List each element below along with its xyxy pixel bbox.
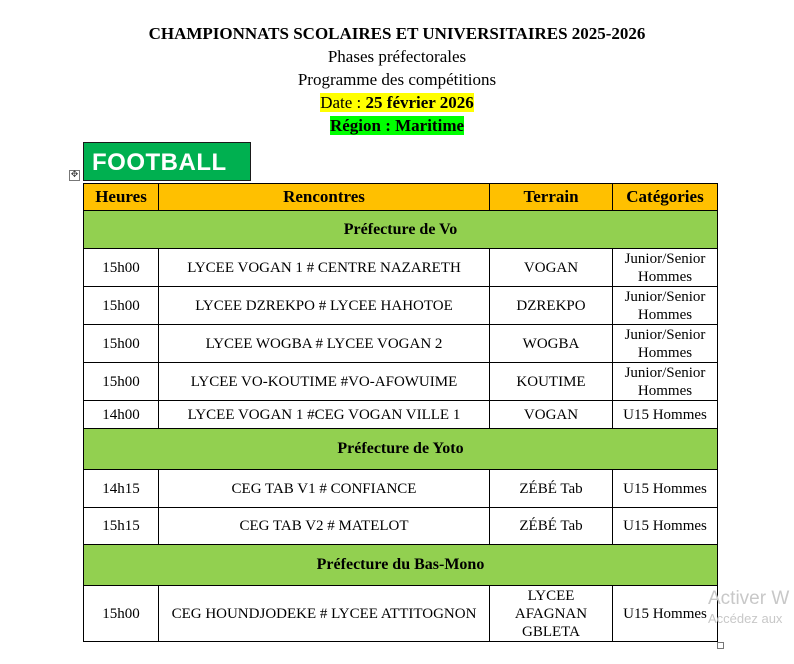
program-heading: Programme des compétitions	[297, 70, 497, 89]
cell-category: U15 Hommes	[613, 586, 718, 642]
section-name: Préfecture de Vo	[84, 211, 718, 249]
document-subtitle: Phases préfectorales	[327, 47, 467, 66]
cell-venue: VOGAN	[490, 401, 613, 429]
cell-category: U15 Hommes	[613, 508, 718, 545]
date-line	[0, 91, 794, 114]
section-name: Préfecture de Yoto	[84, 429, 718, 470]
cell-venue: KOUTIME	[490, 363, 613, 401]
section-row	[84, 211, 718, 249]
cell-venue: DZREKPO	[490, 287, 613, 325]
section-row	[84, 429, 718, 470]
cell-match: LYCEE WOGBA # LYCEE VOGAN 2	[159, 325, 490, 363]
activation-watermark	[708, 588, 789, 628]
table-move-handle-icon[interactable]: ✥	[70, 170, 79, 180]
table-row	[84, 325, 718, 363]
table-row	[84, 401, 718, 429]
document-header	[0, 22, 794, 137]
watermark-line-1: Activer W	[708, 588, 790, 609]
cell-venue: ZÉBÉ Tab	[490, 508, 613, 545]
header-row	[84, 184, 718, 211]
cell-match: CEG HOUNDJODEKE # LYCEE ATTITOGNON	[159, 586, 490, 642]
schedule-table	[83, 183, 718, 642]
cell-match: LYCEE VOGAN 1 # CENTRE NAZARETH	[159, 249, 490, 287]
document-title: CHAMPIONNATS SCOLAIRES ET UNIVERSITAIRES 2025-2026	[148, 24, 646, 43]
cell-venue: VOGAN	[490, 249, 613, 287]
column-header-time: Heures	[84, 184, 159, 211]
cell-venue: ZÉBÉ Tab	[490, 470, 613, 508]
cell-time: 14h00	[84, 401, 159, 429]
cell-category: U15 Hommes	[613, 470, 718, 508]
cell-venue: LYCEE AFAGNAN GBLETA	[490, 586, 613, 642]
cell-time: 15h15	[84, 508, 159, 545]
column-header-category: Catégories	[613, 184, 718, 211]
cell-category: U15 Hommes	[613, 401, 718, 429]
table-row	[84, 363, 718, 401]
region-label: Région : Maritime	[329, 116, 465, 135]
cell-match: LYCEE DZREKPO # LYCEE HAHOTOE	[159, 287, 490, 325]
cell-time: 15h00	[84, 586, 159, 642]
cell-venue: WOGBA	[490, 325, 613, 363]
region-line	[0, 114, 794, 137]
cell-category: Junior/Senior Hommes	[613, 325, 718, 363]
date-label: Date :	[320, 93, 366, 112]
cell-time: 15h00	[84, 363, 159, 401]
table-row	[84, 508, 718, 545]
section-row	[84, 545, 718, 586]
table-row	[84, 470, 718, 508]
cell-match: LYCEE VOGAN 1 #CEG VOGAN VILLE 1	[159, 401, 490, 429]
column-header-matches: Rencontres	[159, 184, 490, 211]
sport-title: FOOTBALL	[83, 142, 251, 181]
cell-category: Junior/Senior Hommes	[613, 287, 718, 325]
cell-time: 15h00	[84, 287, 159, 325]
column-header-venue: Terrain	[490, 184, 613, 211]
cell-match: CEG TAB V2 # MATELOT	[159, 508, 490, 545]
date-value: 25 février 2026	[365, 93, 474, 112]
cell-category: Junior/Senior Hommes	[613, 363, 718, 401]
cell-match: CEG TAB V1 # CONFIANCE	[159, 470, 490, 508]
cell-category: Junior/Senior Hommes	[613, 249, 718, 287]
cell-time: 15h00	[84, 325, 159, 363]
table-row	[84, 249, 718, 287]
table-row	[84, 287, 718, 325]
cell-time: 14h15	[84, 470, 159, 508]
cell-match: LYCEE VO-KOUTIME #VO-AFOWUIME	[159, 363, 490, 401]
cell-time: 15h00	[84, 249, 159, 287]
table-row	[84, 586, 718, 642]
table-resize-handle[interactable]	[717, 642, 724, 649]
watermark-line-2: Accédez aux	[708, 611, 783, 626]
section-name: Préfecture du Bas-Mono	[84, 545, 718, 586]
